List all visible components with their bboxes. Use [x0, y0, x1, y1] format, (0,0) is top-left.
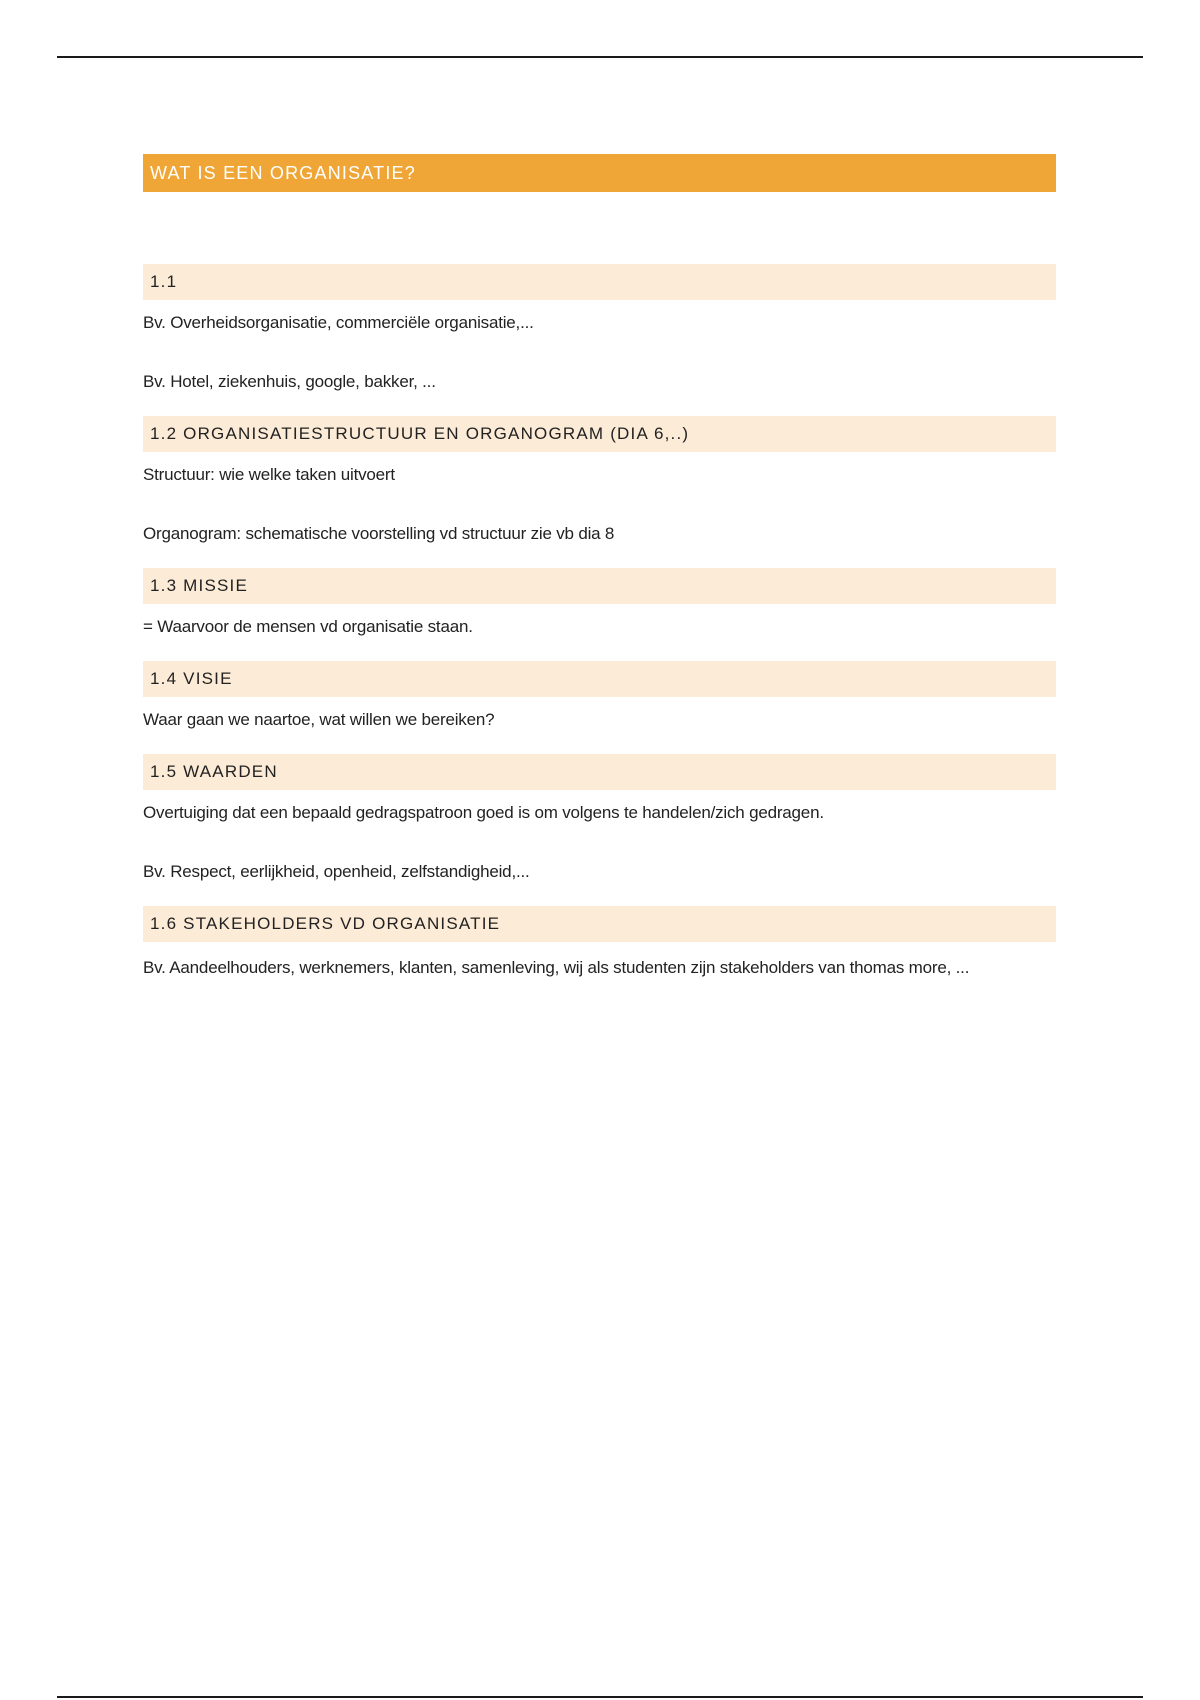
section-1-2	[143, 416, 1056, 546]
paragraph: Bv. Hotel, ziekenhuis, google, bakker, ...	[143, 372, 436, 391]
section-1-3	[143, 568, 1056, 639]
section-1-4	[143, 661, 1056, 732]
section-heading: 1.5 WAARDEN	[143, 754, 1056, 790]
paragraph: Bv. Respect, eerlijkheid, openheid, zelfstandigheid,...	[143, 862, 530, 881]
section-heading: 1.6 STAKEHOLDERS VD ORGANISATIE	[143, 906, 1056, 942]
section-heading: 1.3 MISSIE	[143, 568, 1056, 604]
page-title: WAT IS EEN ORGANISATIE?	[143, 154, 1056, 192]
paragraph: = Waarvoor de mensen vd organisatie staan.	[143, 617, 473, 636]
section-1-5	[143, 754, 1056, 884]
section-1-1	[143, 264, 1056, 394]
paragraph: Overtuiging dat een bepaald gedragspatroon goed is om volgens te handelen/zich gedragen.	[143, 803, 824, 822]
paragraph: Bv. Overheidsorganisatie, commerciële organisatie,...	[143, 313, 534, 332]
section-heading: 1.2 ORGANISATIESTRUCTUUR EN ORGANOGRAM (DIA 6,..)	[143, 416, 1056, 452]
paragraph: Structuur: wie welke taken uitvoert	[143, 465, 395, 484]
paragraph: Organogram: schematische voorstelling vd structuur zie vb dia 8	[143, 524, 615, 543]
section-heading: 1.4 VISIE	[143, 661, 1056, 697]
section-1-6	[143, 906, 1056, 983]
paragraph: Waar gaan we naartoe, wat willen we bereiken?	[143, 710, 495, 729]
bottom-rule	[57, 1696, 1143, 1698]
document-body	[143, 154, 1056, 983]
paragraph: Bv. Aandeelhouders, werknemers, klanten, samenleving, wij als studenten zijn stakeholders van thomas more, ...	[143, 958, 970, 977]
section-heading: 1.1	[143, 264, 1056, 300]
top-rule	[57, 56, 1143, 58]
